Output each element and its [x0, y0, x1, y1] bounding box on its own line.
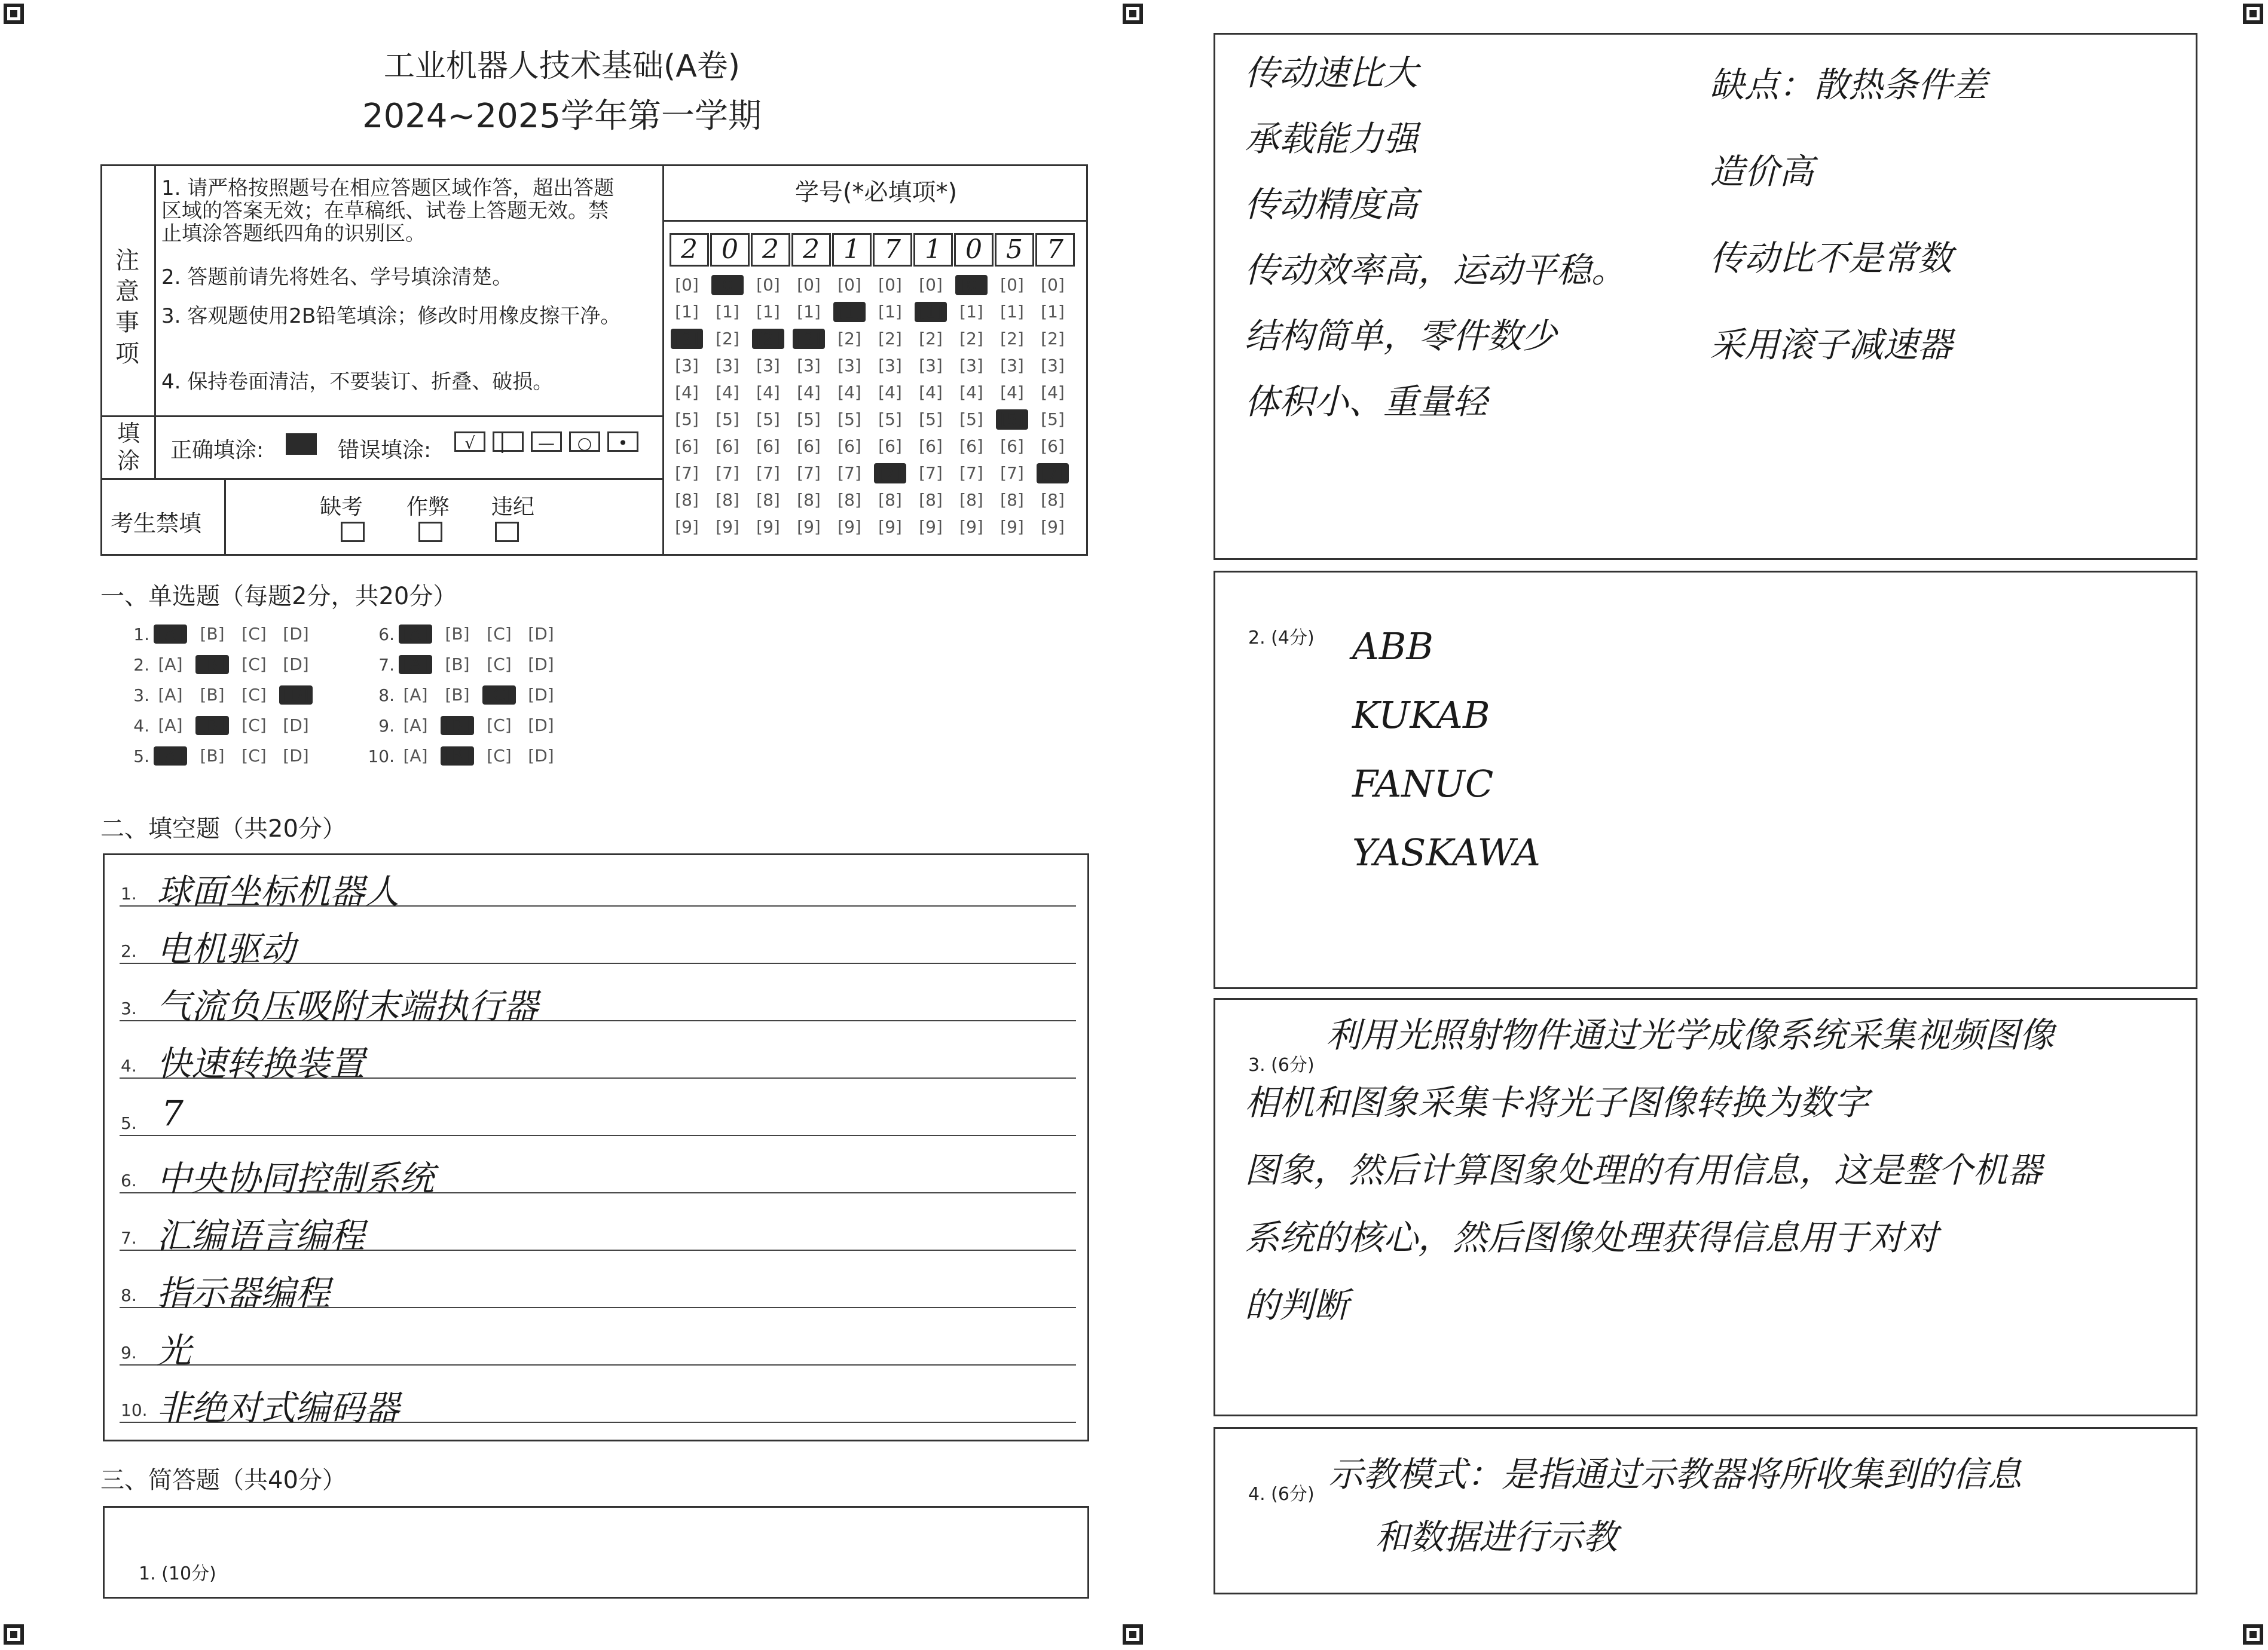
mc-option-bubble[interactable]: [B] [200, 685, 225, 705]
q1-advantage-line: 承载能力强 [1245, 118, 1419, 159]
exam-title: 工业机器人技术基础(A卷) [383, 48, 741, 84]
student-id-bubble[interactable]: [0] [711, 275, 744, 295]
student-id-bubble[interactable]: [7] [837, 463, 861, 483]
student-id-bubble[interactable]: [1] [959, 302, 983, 322]
student-id-bubble[interactable]: [2] [716, 329, 739, 348]
student-id-bubble[interactable]: [6] [919, 436, 943, 456]
section1-heading: 一、单选题（每题2分，共20分） [100, 583, 457, 610]
q1-advantage-line: 传动效率高，运动平稳。 [1245, 250, 1627, 290]
wrong-fill-label: 错误填涂: [338, 438, 432, 463]
q4-answer-line: 示教模式：是指通过示教器将所收集到的信息 [1328, 1454, 2022, 1495]
mc-option-bubble[interactable]: [D] [528, 624, 554, 644]
corner-marker-top-right [2243, 4, 2263, 24]
student-id-bubble[interactable]: [4] [716, 382, 739, 402]
student-id-bubble[interactable]: [8] [675, 490, 699, 510]
student-id-heading: 学号(*必填项*) [794, 179, 958, 206]
student-id-bubble[interactable]: [7] [1037, 463, 1069, 483]
student-id-bubble[interactable]: [9] [878, 517, 902, 537]
student-id-bubble[interactable]: [9] [919, 517, 943, 537]
blank-question-number: 8. [121, 1285, 137, 1305]
student-id-bubble[interactable]: [6] [959, 436, 983, 456]
student-id-bubble[interactable]: [0] [955, 275, 988, 295]
student-id-digit: 1 [832, 233, 872, 267]
q1-advantage-line: 结构简单，零件数少 [1245, 316, 1557, 356]
student-id-bubble[interactable]: [6] [797, 436, 821, 456]
student-id-bubble[interactable]: [5] [878, 409, 902, 429]
student-id-bubble[interactable]: [5] [716, 409, 739, 429]
student-id-bubble[interactable]: [4] [1000, 382, 1024, 402]
mc-option-bubble[interactable]: [C] [487, 746, 512, 766]
student-id-bubble[interactable]: [1] [1041, 302, 1065, 322]
student-id-bubble[interactable]: [7] [874, 463, 906, 483]
student-id-bubble[interactable]: [1] [1000, 302, 1024, 322]
corner-marker-bottom-left [4, 1624, 24, 1645]
student-id-bubble[interactable]: [4] [837, 382, 861, 402]
q1-right-line: 传动比不是常数 [1710, 238, 1953, 278]
mc-option-bubble[interactable]: [B] [441, 746, 474, 766]
mc-option-bubble[interactable]: [D] [528, 715, 554, 735]
student-id-bubble[interactable]: [3] [756, 356, 780, 375]
student-id-bubble[interactable]: [5] [797, 409, 821, 429]
student-id-bubble[interactable]: [8] [919, 490, 943, 510]
exam-term: 2024~2025学年第一学期 [362, 97, 762, 136]
student-id-bubble[interactable]: [8] [797, 490, 821, 510]
mc-option-bubble[interactable]: [D] [283, 715, 309, 735]
mc-option-bubble[interactable]: [C] [242, 685, 267, 705]
mc-option-bubble[interactable]: [C] [242, 715, 267, 735]
mc-option-bubble[interactable]: [A] [158, 715, 183, 735]
mc-option-bubble[interactable]: [A] [403, 715, 428, 735]
student-id-bubble[interactable]: [0] [1041, 275, 1065, 295]
corner-marker-top-center [1123, 4, 1143, 24]
mc-option-bubble[interactable]: [A] [399, 625, 432, 644]
student-id-bubble[interactable]: [7] [919, 463, 943, 483]
student-id-bubble[interactable]: [3] [919, 356, 943, 375]
mc-option-bubble[interactable]: [C] [242, 624, 267, 644]
student-id-bubble[interactable]: [8] [959, 490, 983, 510]
student-id-bubble[interactable]: [2] [959, 329, 983, 348]
wrong-mark-bar: ▏ [493, 431, 524, 452]
student-id-bubble[interactable]: [5] [756, 409, 780, 429]
student-id-bubble[interactable]: [7] [959, 463, 983, 483]
short-answer-q3-box [1214, 998, 2197, 1416]
forbid-absent-label: 缺考 [320, 495, 363, 519]
q2-answer-line: KUKAB [1352, 693, 1490, 737]
mc-option-bubble[interactable]: [D] [283, 746, 309, 766]
forbid-cheat-checkbox[interactable] [418, 522, 442, 542]
corner-marker-top-left [4, 4, 24, 24]
student-id-bubble[interactable]: [2] [671, 329, 703, 349]
student-id-bubble[interactable]: [7] [716, 463, 739, 483]
student-id-bubble[interactable]: [6] [716, 436, 739, 456]
corner-marker-bottom-right [2243, 1624, 2263, 1645]
blank-question-number: 5. [121, 1113, 137, 1133]
student-id-bubble[interactable]: [3] [878, 356, 902, 375]
mc-question-number: 6. [378, 625, 395, 644]
q2-label: 2. (4分) [1248, 627, 1315, 648]
student-id-bubble[interactable]: [5] [837, 409, 861, 429]
section3-heading: 三、简答题（共40分） [100, 1467, 346, 1494]
mc-option-bubble[interactable]: [B] [200, 746, 225, 766]
student-id-bubble[interactable]: [0] [675, 275, 699, 295]
student-id-bubble[interactable]: [0] [837, 275, 861, 295]
student-id-digit: 1 [913, 233, 953, 267]
blank-handwritten-answer: 指示器编程 [157, 1273, 331, 1314]
student-id-digit: 7 [873, 233, 912, 267]
mc-option-bubble[interactable]: [D] [283, 624, 309, 644]
student-id-bubble[interactable]: [5] [919, 409, 943, 429]
student-id-bubble[interactable]: [6] [675, 436, 699, 456]
blank-answer-line [120, 1135, 1076, 1136]
mc-option-bubble[interactable]: [A] [399, 655, 432, 674]
mc-question-number: 4. [133, 716, 149, 736]
student-id-digit: 2 [670, 233, 709, 267]
mc-option-bubble[interactable]: [D] [528, 654, 554, 674]
short-answer-q1-box-start [103, 1506, 1089, 1599]
q1-right-line: 缺点：散热条件差 [1710, 65, 1988, 105]
student-id-bubble[interactable]: [4] [797, 382, 821, 402]
mc-option-bubble[interactable]: [B] [445, 685, 470, 705]
student-id-bubble[interactable]: [8] [1000, 490, 1024, 510]
wrong-mark-circle: ○ [569, 431, 600, 452]
student-id-bubble[interactable]: [2] [1041, 329, 1065, 348]
q1-right-line: 采用滚子减速器 [1710, 325, 1953, 365]
blank-handwritten-answer: 光 [157, 1330, 192, 1371]
student-id-bubble[interactable]: [1] [797, 302, 821, 322]
blank-question-number: 10. [121, 1400, 148, 1420]
blank-question-number: 3. [121, 999, 137, 1018]
mc-question-number: 3. [133, 685, 149, 705]
q4-answer-line: 和数据进行示教 [1375, 1517, 1618, 1557]
fill-heading: 填涂 [117, 420, 140, 474]
section2-heading: 二、填空题（共20分） [100, 815, 346, 843]
student-id-bubble[interactable]: [9] [837, 517, 861, 537]
blank-answer-line [120, 1364, 1076, 1366]
q1-advantage-line: 体积小、重量轻 [1245, 381, 1488, 422]
student-id-bubble[interactable]: [3] [959, 356, 983, 375]
student-id-bubble[interactable]: [8] [756, 490, 780, 510]
student-id-bubble[interactable]: [3] [1041, 356, 1065, 375]
student-id-digit: 5 [995, 233, 1034, 267]
student-id-bubble[interactable]: [7] [797, 463, 821, 483]
q3-answer-line: 系统的核心，然后图像处理获得信息用于对对 [1245, 1217, 1939, 1258]
blank-handwritten-answer: 汇编语言编程 [157, 1216, 365, 1256]
student-id-bubble[interactable]: [4] [919, 382, 943, 402]
q2-answer-line: FANUC [1352, 762, 1494, 806]
mc-option-bubble[interactable]: [C] [487, 624, 512, 644]
student-id-bubble[interactable]: [4] [959, 382, 983, 402]
forbid-cheat-label: 作弊 [406, 495, 450, 519]
student-id-bubble[interactable]: [1] [756, 302, 780, 322]
student-id-bubble[interactable]: [4] [756, 382, 780, 402]
mc-question-number: 7. [378, 655, 395, 675]
mc-option-bubble[interactable]: [A] [154, 746, 187, 766]
notice-item-3: 3. 客观题使用2B铅笔填涂；修改时用橡皮擦干净。 [161, 304, 621, 328]
student-id-bubble[interactable]: [6] [756, 436, 780, 456]
q2-answer-line: YASKAWA [1352, 831, 1540, 874]
blank-question-number: 6. [121, 1171, 137, 1190]
student-id-bubble[interactable]: [9] [716, 517, 739, 537]
student-id-bubble[interactable]: [3] [837, 356, 861, 375]
q2-answer-line: ABB [1352, 625, 1433, 668]
mc-question-number: 1. [133, 625, 149, 644]
student-id-bubble[interactable]: [6] [1041, 436, 1065, 456]
student-id-bubble[interactable]: [9] [756, 517, 780, 537]
student-id-digit: 7 [1035, 233, 1075, 267]
mc-option-bubble[interactable]: [C] [242, 746, 267, 766]
wrong-mark-dot: • [607, 431, 638, 452]
q1-right-line: 造价高 [1710, 151, 1814, 192]
q3-answer-line: 利用光照射物件通过光学成像系统采集视频图像 [1326, 1015, 2055, 1055]
q1-label: 1. (10分) [139, 1563, 216, 1584]
student-id-bubble[interactable]: [2] [1000, 329, 1024, 348]
mc-option-bubble[interactable]: [B] [445, 654, 470, 674]
student-id-bubble[interactable]: [9] [797, 517, 821, 537]
student-id-bubble[interactable]: [4] [675, 382, 699, 402]
student-id-bubble[interactable]: [5] [959, 409, 983, 429]
student-id-digit: 0 [710, 233, 750, 267]
mc-question-number: 10. [368, 746, 395, 766]
mc-question-number: 9. [378, 716, 395, 736]
forbid-absent-checkbox[interactable] [341, 522, 365, 542]
student-id-bubble[interactable]: [2] [752, 329, 784, 349]
mc-option-bubble[interactable]: [D] [528, 685, 554, 705]
notice-item-4: 4. 保持卷面清洁，不要装订、折叠、破损。 [161, 370, 554, 394]
q3-answer-line: 相机和图象采集卡将光子图像转换为数字 [1245, 1082, 1869, 1123]
student-id-bubble[interactable]: [3] [1000, 356, 1024, 375]
mc-option-bubble[interactable]: [C] [482, 685, 516, 705]
student-id-bubble[interactable]: [3] [716, 356, 739, 375]
notice-item-2: 2. 答题前请先将姓名、学号填涂清楚。 [161, 265, 513, 289]
student-id-bubble[interactable]: [4] [878, 382, 902, 402]
student-id-digit: 0 [954, 233, 994, 267]
notice-heading: 注意事项 [115, 247, 139, 368]
mc-question-number: 2. [133, 655, 149, 675]
student-id-bubble[interactable]: [0] [919, 275, 943, 295]
blank-handwritten-answer: 非绝对式编码器 [157, 1388, 400, 1428]
q1-advantage-line: 传动精度高 [1245, 184, 1419, 225]
student-id-bubble[interactable]: [6] [837, 436, 861, 456]
mc-option-bubble[interactable]: [C] [487, 654, 512, 674]
mc-option-bubble[interactable]: [D] [283, 654, 309, 674]
student-id-bubble[interactable]: [1] [915, 302, 947, 322]
student-id-bubble[interactable]: [8] [716, 490, 739, 510]
blank-handwritten-answer: 中央协同控制系统 [157, 1158, 435, 1199]
q3-answer-line: 的判断 [1245, 1285, 1349, 1325]
student-id-bubble[interactable]: [9] [959, 517, 983, 537]
forbid-violation-label: 违纪 [491, 495, 535, 519]
mc-option-bubble[interactable]: [B] [195, 655, 229, 674]
student-id-bubble[interactable]: [8] [1041, 490, 1065, 510]
student-id-bubble[interactable]: [2] [793, 329, 825, 349]
student-id-bubble[interactable]: [5] [1041, 409, 1065, 429]
mc-option-bubble[interactable]: [B] [200, 624, 225, 644]
mc-option-bubble[interactable]: [A] [403, 746, 428, 766]
wrong-fill-samples [454, 431, 638, 452]
student-id-bubble[interactable]: [6] [878, 436, 902, 456]
student-id-bubble[interactable]: [7] [756, 463, 780, 483]
correct-fill-sample [286, 433, 317, 455]
mc-option-bubble[interactable]: [A] [158, 685, 183, 705]
q3-label: 3. (6分) [1248, 1055, 1315, 1076]
blank-question-number: 9. [121, 1343, 137, 1363]
mc-option-bubble[interactable]: [B] [195, 716, 229, 735]
correct-fill-label: 正确填涂: [170, 438, 264, 463]
blank-handwritten-answer: 气流负压吸附末端执行器 [157, 986, 539, 1027]
forbid-heading: 考生禁填 [111, 510, 202, 537]
mc-option-bubble[interactable]: [D] [279, 685, 313, 705]
mc-option-bubble[interactable]: [D] [528, 746, 554, 766]
blank-handwritten-answer: 电机驱动 [157, 929, 296, 969]
wrong-mark-dash: — [531, 431, 562, 452]
notice-item-1: 1. 请严格按照题号在相应答题区域作答，超出答题区域的答案无效；在草稿纸、试卷上答题无效。禁止填涂答题纸四角的识别区。 [161, 176, 615, 246]
mc-option-bubble[interactable]: [B] [445, 624, 470, 644]
student-id-digit: 2 [791, 233, 831, 267]
student-id-bubble[interactable]: [0] [756, 275, 780, 295]
mc-option-bubble[interactable]: [C] [487, 715, 512, 735]
student-id-digit: 2 [751, 233, 790, 267]
mc-option-bubble[interactable]: [A] [154, 625, 187, 644]
student-id-bubble[interactable]: [1] [675, 302, 699, 322]
student-id-bubble[interactable]: [3] [675, 356, 699, 375]
student-id-bubble[interactable]: [9] [1000, 517, 1024, 537]
student-id-bubble[interactable]: [7] [675, 463, 699, 483]
student-id-bubble[interactable]: [5] [996, 409, 1028, 430]
q3-answer-line: 图象，然后计算图象处理的有用信息，这是整个机器 [1245, 1150, 2043, 1190]
student-id-bubble[interactable]: [0] [878, 275, 902, 295]
student-id-bubble[interactable]: [9] [675, 517, 699, 537]
blank-handwritten-answer: 快速转换装置 [157, 1043, 365, 1084]
student-id-bubble[interactable]: [8] [837, 490, 861, 510]
student-id-bubble[interactable]: [1] [878, 302, 902, 322]
q1-advantage-line: 传动速比大 [1245, 53, 1419, 93]
mc-question-number: 5. [133, 746, 149, 766]
student-id-bubble[interactable]: [3] [797, 356, 821, 375]
q4-label: 4. (6分) [1248, 1484, 1315, 1505]
blank-question-number: 4. [121, 1056, 137, 1076]
blank-handwritten-answer: 7 [161, 1093, 184, 1134]
student-id-bubble[interactable]: [9] [1041, 517, 1065, 537]
student-id-bubble[interactable]: [4] [1041, 382, 1065, 402]
blank-question-number: 2. [121, 941, 137, 961]
mc-question-number: 8. [378, 685, 395, 705]
student-id-digits [670, 233, 1076, 267]
student-id-bubble[interactable]: [2] [919, 329, 943, 348]
student-id-bubble[interactable]: [1] [716, 302, 739, 322]
mc-option-bubble[interactable]: [A] [403, 685, 428, 705]
wrong-mark-check: √ [454, 431, 485, 452]
student-id-bubble[interactable]: [0] [1000, 275, 1024, 295]
student-id-bubble[interactable]: [0] [797, 275, 821, 295]
mc-option-bubble[interactable]: [B] [441, 716, 474, 735]
blank-handwritten-answer: 球面坐标机器人 [157, 871, 400, 912]
student-id-bubble[interactable]: [6] [1000, 436, 1024, 456]
corner-marker-bottom-center [1123, 1624, 1143, 1645]
student-id-bubble[interactable]: [2] [837, 329, 861, 348]
mc-option-bubble[interactable]: [C] [242, 654, 267, 674]
blank-question-number: 1. [121, 884, 137, 904]
mc-option-bubble[interactable]: [A] [158, 654, 183, 674]
student-id-bubble[interactable]: [5] [675, 409, 699, 429]
student-id-bubble[interactable]: [8] [878, 490, 902, 510]
forbid-violation-checkbox[interactable] [495, 522, 519, 542]
student-id-bubble[interactable]: [1] [833, 302, 866, 322]
student-id-bubble[interactable]: [2] [878, 329, 902, 348]
blank-question-number: 7. [121, 1228, 137, 1248]
student-id-bubble[interactable]: [7] [1000, 463, 1024, 483]
